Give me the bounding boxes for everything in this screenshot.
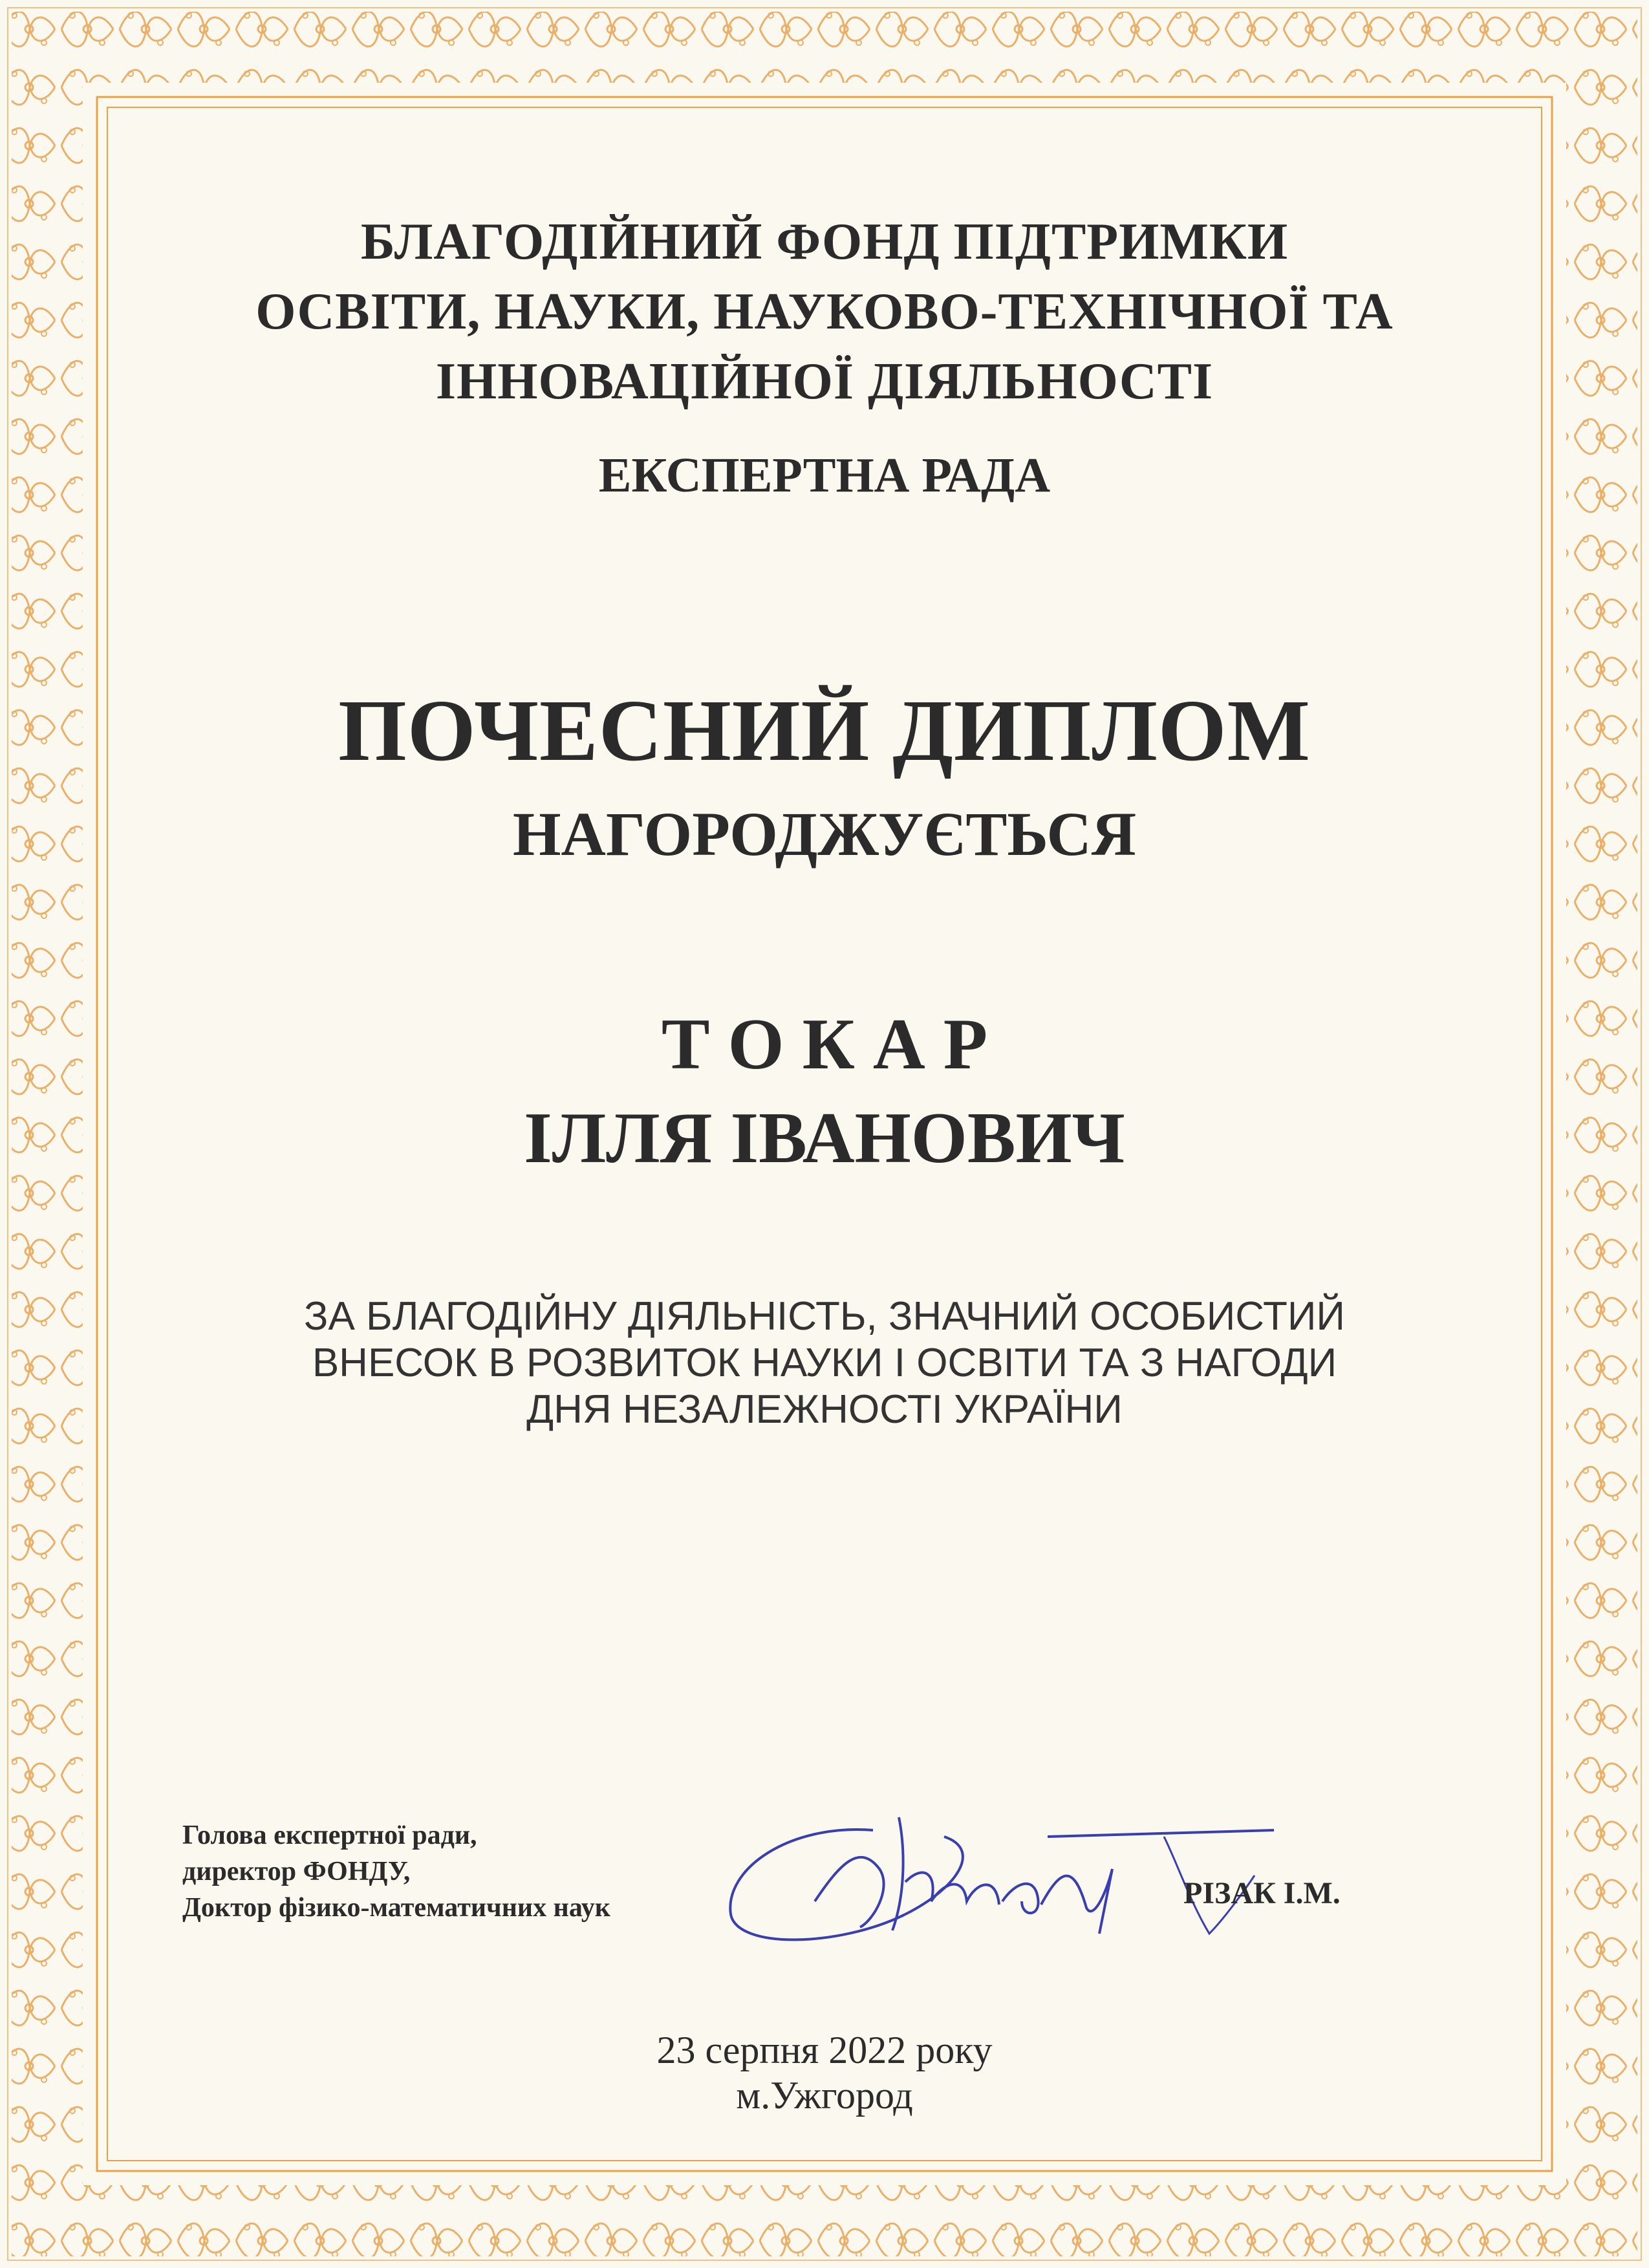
recipient-surname: Т О К А Р <box>661 1004 988 1085</box>
award-reason-line-3: ДНЯ НЕЗАЛЕЖНОСТІ УКРАЇНИ <box>526 1387 1123 1432</box>
foundation-line-2: ОСВІТИ, НАУКИ, НАУКОВО-ТЕХНІЧНОЇ ТА <box>255 283 1394 340</box>
foundation-line-1: БЛАГОДІЙНИЙ ФОНД ПІДТРИМКИ <box>360 213 1289 270</box>
recipient-given-names: ІЛЛЯ ІВАНОВИЧ <box>524 1098 1125 1178</box>
foundation-line-3: ІННОВАЦІЙНОЇ ДІЯЛЬНОСТІ <box>435 353 1214 410</box>
handwritten-signature <box>711 1791 1280 1953</box>
diploma-title: ПОЧЕСНИЙ ДИПЛОМ <box>338 682 1311 779</box>
signatory-name: РІЗАК І.М. <box>1183 1876 1341 1910</box>
signatory-title <box>182 1817 610 1926</box>
signatory-line-3: Доктор фізико-математичних наук <box>182 1893 610 1923</box>
award-reason <box>0 1293 1649 1433</box>
issue-city: м.Ужгород <box>736 2074 913 2117</box>
award-reason-line-2: ВНЕСОК В РОЗВИТОК НАУКИ І ОСВІТИ ТА З НАГОДИ <box>312 1341 1337 1385</box>
issue-date: 23 серпня 2022 року <box>656 2029 993 2071</box>
signatory-line-2: директор ФОНДУ, <box>182 1857 411 1886</box>
signatory-line-1: Голова експертної ради, <box>182 1820 477 1850</box>
awarded-label: НАГОРОДЖУЄТЬСЯ <box>512 799 1137 869</box>
expert-council-heading: ЕКСПЕРТНА РАДА <box>598 448 1051 502</box>
award-reason-line-1: ЗА БЛАГОДІЙНУ ДІЯЛЬНІСТЬ, ЗНАЧНИЙ ОСОБИСТИЙ <box>304 1294 1345 1339</box>
foundation-name <box>0 207 1649 416</box>
